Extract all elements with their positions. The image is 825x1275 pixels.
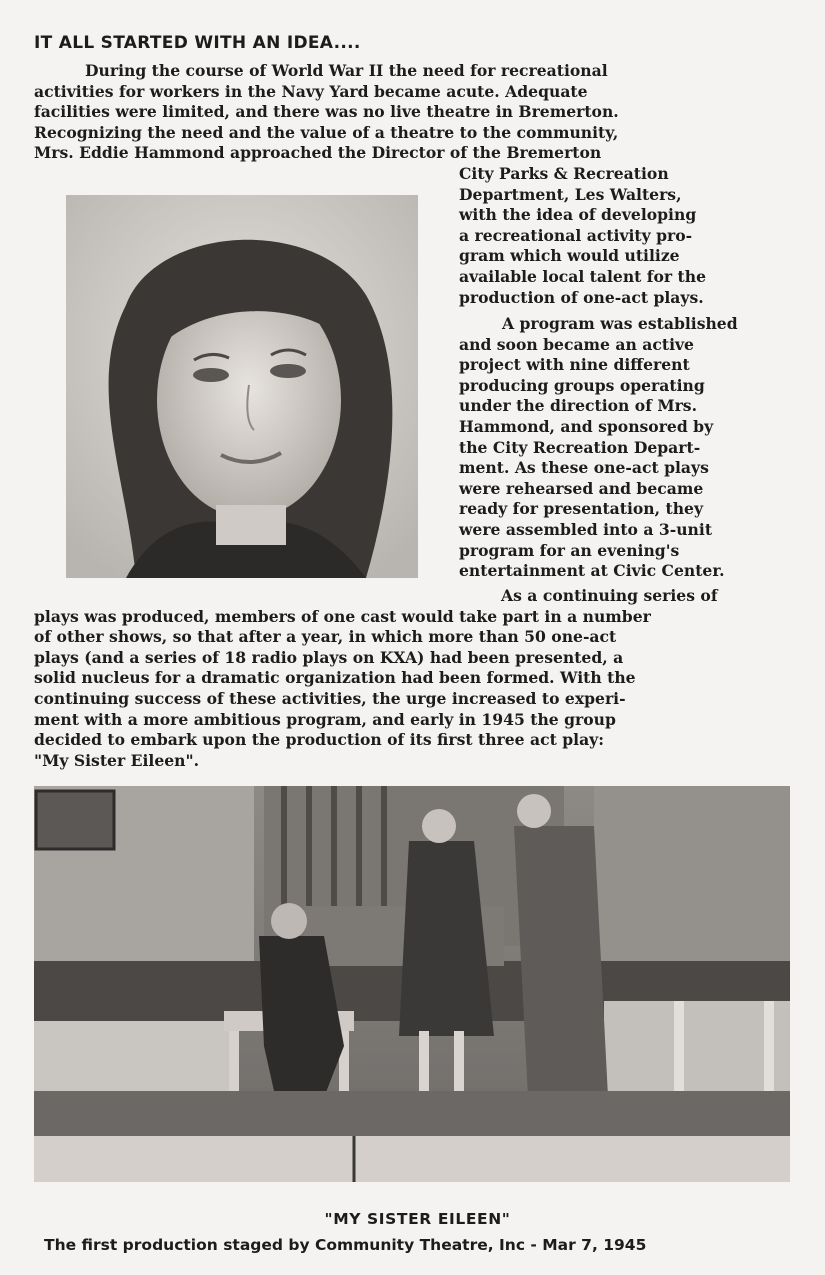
- text-line: producing groups operating: [459, 375, 705, 395]
- side-paragraph-2: [459, 314, 738, 582]
- text-line: and soon became an active: [459, 334, 694, 354]
- text-line: facilities were limited, and there was no live theatre in Bremerton.: [34, 102, 619, 122]
- text-line: Mrs. Eddie Hammond approached the Director of the Bremerton: [34, 143, 602, 163]
- portrait-photo: [66, 195, 418, 578]
- text-line: Recognizing the need and the value of a theatre to the community,: [34, 122, 619, 142]
- text-line: plays was produced, members of one cast would take part in a number: [34, 606, 651, 626]
- text-line: the City Recreation Depart-: [459, 437, 701, 457]
- text-line: under the direction of Mrs.: [459, 396, 698, 416]
- text-line: available local talent for the: [459, 266, 707, 286]
- text-line: entertainment at Civic Center.: [459, 561, 725, 581]
- text-line: plays (and a series of 18 radio plays on KXA) had been presented, a: [34, 647, 624, 667]
- text-line: program for an evening's: [459, 540, 680, 560]
- page-heading: IT ALL STARTED WITH AN IDEA....: [34, 33, 361, 53]
- text-line: decided to embark upon the production of its first three act play:: [34, 730, 605, 750]
- text-line: activities for workers in the Navy Yard became acute. Adequate: [34, 81, 588, 101]
- text-line: were rehearsed and became: [459, 478, 704, 498]
- text-line: gram which would utilize: [459, 246, 680, 266]
- text-line: ment. As these one-act plays: [459, 458, 709, 478]
- text-line: of other shows, so that after a year, in which more than 50 one-act: [34, 627, 617, 647]
- text-line: Hammond, and sponsored by: [459, 416, 714, 436]
- text-line: project with nine different: [459, 355, 690, 375]
- side-paragraph-1: [459, 164, 706, 308]
- text-line: ment with a more ambitious program, and early in 1945 the group: [34, 709, 616, 729]
- text-line: ready for presentation, they: [459, 499, 704, 519]
- text-line: City Parks & Recreation: [459, 164, 669, 183]
- text-line: continuing success of these activities, the urge increased to experi-: [34, 688, 626, 708]
- text-line: During the course of World War II the need for recreational: [85, 61, 608, 80]
- caption-text: The first production staged by Community Theatre, Inc - Mar 7, 1945: [44, 1236, 647, 1254]
- text-line: Department, Les Walters,: [459, 184, 682, 204]
- caption-title: "MY SISTER EILEEN": [324, 1210, 511, 1228]
- text-line: with the idea of developing: [459, 205, 697, 225]
- text-line: were assembled into a 3-unit: [459, 519, 713, 539]
- text-line: production of one-act plays.: [459, 287, 704, 307]
- text-line: As a continuing series of: [501, 586, 718, 605]
- text-line: "My Sister Eileen".: [34, 750, 200, 770]
- stage-photo: [34, 786, 790, 1182]
- text-line: A program was established: [502, 314, 738, 333]
- text-line: solid nucleus for a dramatic organization had been formed. With the: [34, 668, 636, 688]
- continuing-paragraph: [34, 586, 718, 771]
- intro-paragraph: [34, 61, 619, 164]
- text-line: a recreational activity pro-: [459, 225, 693, 245]
